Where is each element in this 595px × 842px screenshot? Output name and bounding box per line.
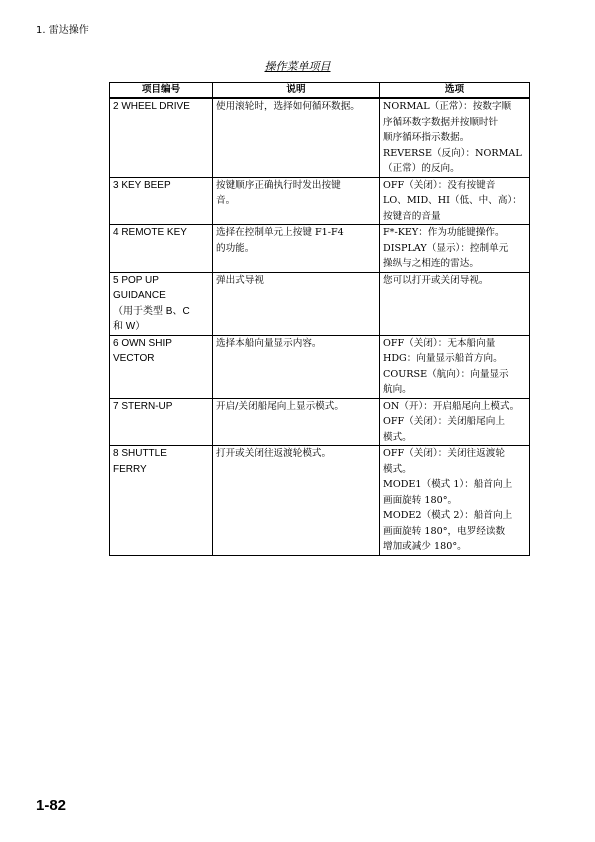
cell-text-line: 5 POP UP: [113, 274, 159, 286]
options-cell: [380, 446, 530, 556]
cell-text-line: （正常）的反向。: [383, 163, 460, 174]
item-number-cell: [110, 398, 213, 446]
options-cell: [380, 98, 530, 177]
cell-text-line: 6 OWN SHIP: [113, 337, 172, 349]
cell-text-line: HDG：向量显示船首方向。: [383, 353, 503, 364]
table-row: [110, 177, 530, 225]
item-number-cell: [110, 98, 213, 177]
cell-text-line: 的功能。: [216, 242, 255, 254]
cell-text-line: 音。: [216, 195, 236, 206]
cell-text-line: FERRY: [113, 463, 147, 475]
column-header-description: 说明: [213, 83, 380, 99]
cell-text-line: OFF（关闭）：没有按键音: [383, 179, 496, 191]
running-header: 1. 雷达操作: [36, 25, 89, 36]
cell-text-line: LO、MID、HI（低、中、高）：: [383, 195, 522, 206]
cell-text-line: 操纵与之相连的雷达。: [383, 258, 479, 269]
cell-text-line: 弹出式导视: [216, 274, 264, 286]
cell-text-line: 开启/关闭船尾向上显示模式。: [216, 400, 344, 412]
column-header-item-number: 项目编号: [110, 83, 213, 99]
cell-text-line: MODE1（模式 1）：船首向上: [383, 479, 513, 490]
cell-text-line: 模式。: [383, 431, 412, 443]
table-row: [110, 446, 530, 556]
menu-items-table: [109, 82, 530, 556]
options-cell: [380, 272, 530, 335]
table-row: [110, 335, 530, 398]
item-number-cell: [110, 335, 213, 398]
cell-text-line: 按键顺序正确执行时发出按键: [216, 179, 341, 191]
cell-text-line: 序循环数字数据并按顺时针: [383, 116, 499, 128]
item-number-cell: [110, 225, 213, 273]
description-cell: [213, 446, 380, 556]
cell-text-line: 和 W）: [113, 321, 146, 332]
cell-text-line: 8 SHUTTLE: [113, 448, 167, 459]
table-caption-text: 操作菜单项目: [264, 60, 331, 73]
cell-text-line: 2 WHEEL DRIVE: [113, 101, 190, 112]
cell-text-line: 航向。: [383, 384, 412, 395]
item-number-cell: [110, 272, 213, 335]
options-cell: [380, 225, 530, 273]
cell-text-line: REVERSE（反向）：NORMAL: [383, 147, 522, 159]
cell-text-line: GUIDANCE: [113, 290, 166, 301]
cell-text-line: OFF（关闭）：无本船向量: [383, 337, 496, 349]
column-header-options: 选项: [380, 83, 530, 99]
cell-text-line: OFF（关闭）：关闭船尾向上: [383, 416, 505, 427]
item-number-cell: [110, 177, 213, 225]
page-number: 1-82: [36, 797, 67, 814]
table-row: [110, 225, 530, 273]
table-row: [110, 98, 530, 177]
cell-text-line: COURSE（航向）：向量显示: [383, 368, 509, 380]
description-cell: [213, 335, 380, 398]
options-cell: [380, 177, 530, 225]
table-caption: [0, 60, 595, 74]
cell-text-line: 选择本船向量显示内容。: [216, 337, 322, 349]
cell-text-line: 3 KEY BEEP: [113, 179, 171, 191]
cell-text-line: F*-KEY：作为功能键操作。: [383, 227, 505, 238]
table-row: [110, 272, 530, 335]
item-number-cell: [110, 446, 213, 556]
table-row: [110, 398, 530, 446]
options-cell: [380, 335, 530, 398]
cell-text-line: 按键音的音量: [383, 210, 441, 222]
cell-text-line: 打开或关闭往返渡轮模式。: [216, 448, 332, 459]
description-cell: [213, 272, 380, 335]
description-cell: [213, 177, 380, 225]
description-cell: [213, 225, 380, 273]
cell-text-line: 您可以打开或关闭导视。: [383, 274, 489, 286]
cell-text-line: 使用滚轮时，选择如何循环数据。: [216, 101, 360, 112]
cell-text-line: ON（开）：开启船尾向上模式。: [383, 400, 520, 412]
cell-text-line: VECTOR: [113, 353, 155, 364]
cell-text-line: MODE2（模式 2）：船首向上: [383, 510, 513, 521]
cell-text-line: 模式。: [383, 463, 412, 475]
cell-text-line: 增加或减少 180°。: [383, 541, 467, 552]
cell-text-line: 7 STERN-UP: [113, 400, 173, 412]
cell-text-line: NORMAL（正常）：按数字顺: [383, 101, 512, 112]
cell-text-line: 选择在控制单元上按键 F1-F4: [216, 227, 344, 238]
cell-text-line: 画面旋转 180°。: [383, 494, 458, 506]
cell-text-line: OFF（关闭）：关闭往返渡轮: [383, 448, 505, 459]
table-header-row: [110, 83, 530, 99]
cell-text-line: （用于类型 B、C: [113, 305, 190, 317]
cell-text-line: 顺序循环指示数据。: [383, 132, 470, 143]
cell-text-line: 画面旋转 180°，电罗经读数: [383, 525, 506, 537]
description-cell: [213, 398, 380, 446]
description-cell: [213, 98, 380, 177]
cell-text-line: DISPLAY（显示）：控制单元: [383, 242, 509, 254]
cell-text-line: 4 REMOTE KEY: [113, 227, 187, 238]
options-cell: [380, 398, 530, 446]
